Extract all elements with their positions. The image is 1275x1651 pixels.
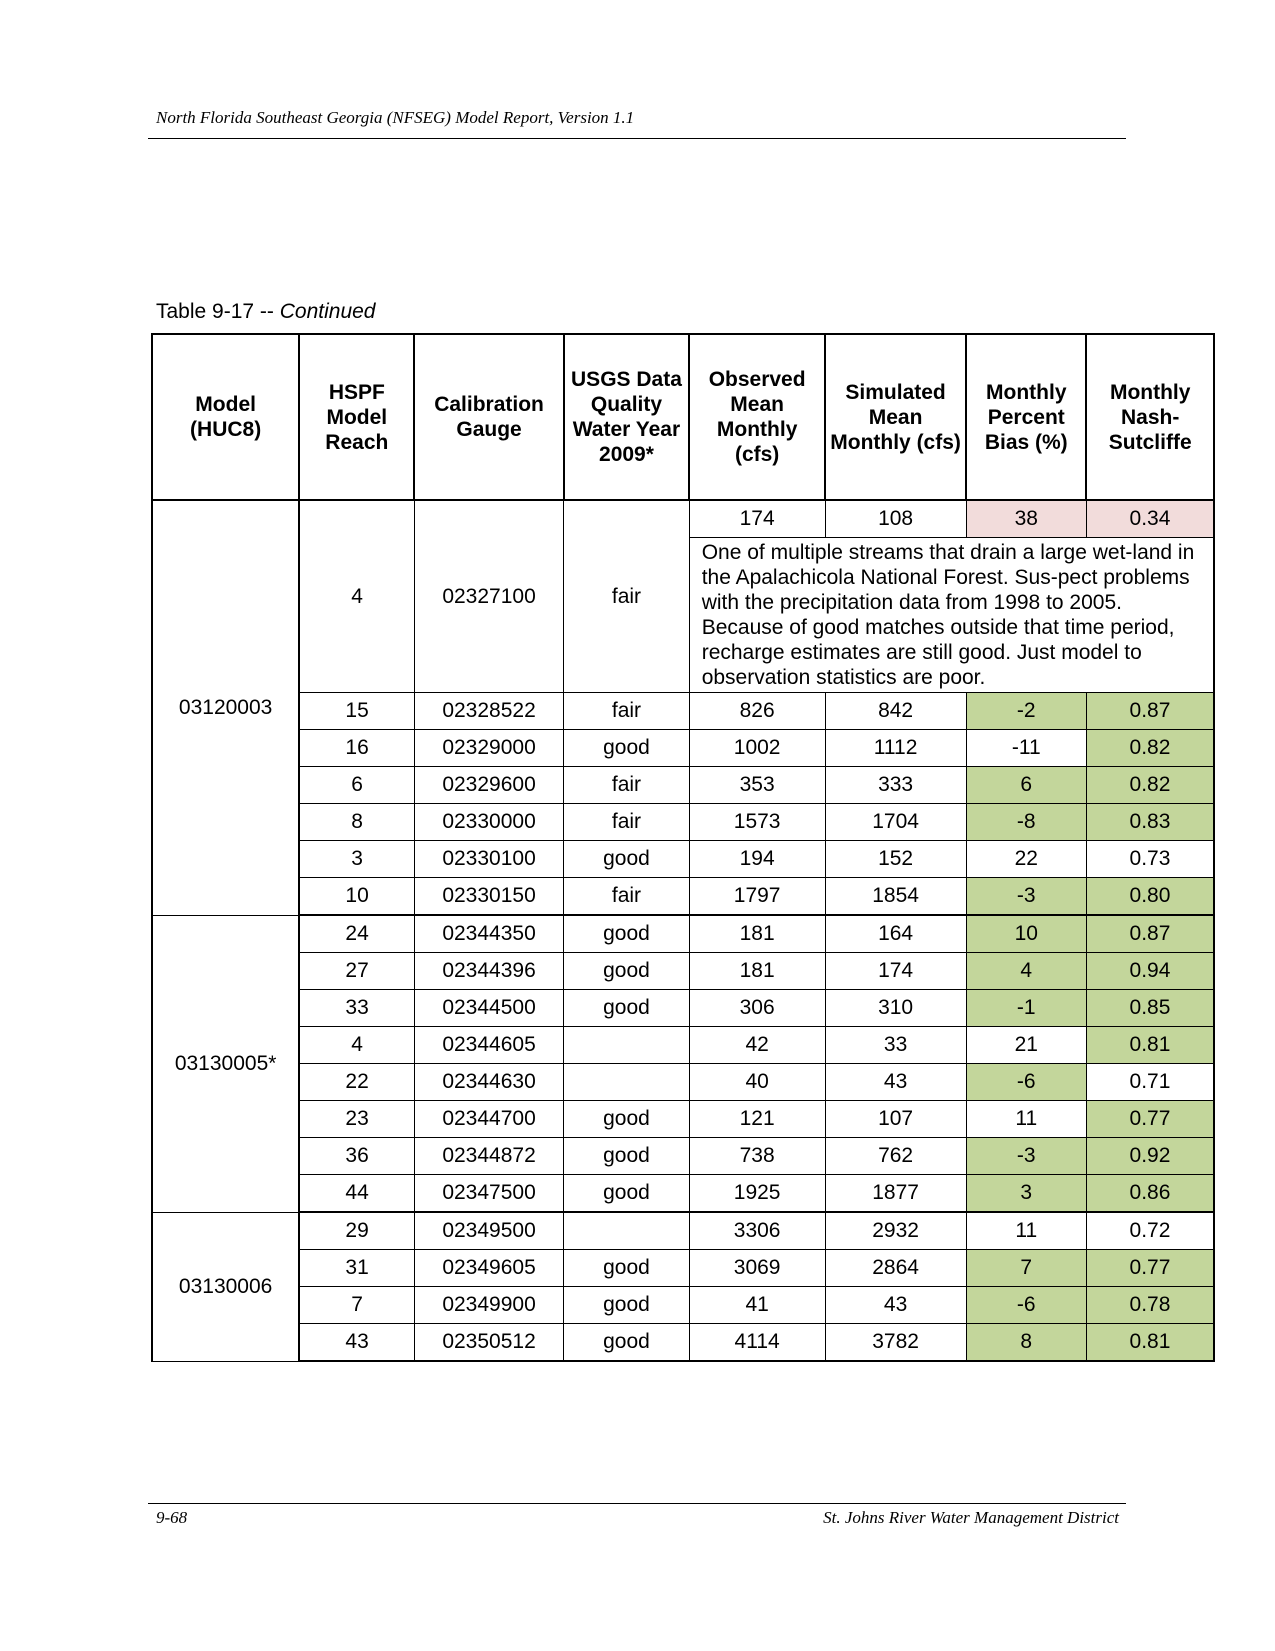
table-row xyxy=(152,1138,1214,1175)
quality-cell: good xyxy=(564,1250,689,1287)
simulated-cell: 762 xyxy=(825,1138,966,1175)
gauge-cell: 02330100 xyxy=(414,841,563,878)
gauge-cell: 02329000 xyxy=(414,730,563,767)
nash-sutcliffe-cell: 0.87 xyxy=(1086,915,1214,953)
reach-cell: 22 xyxy=(299,1064,414,1101)
percent-bias-cell: -1 xyxy=(966,990,1086,1027)
simulated-cell: 2864 xyxy=(825,1250,966,1287)
percent-bias-cell: 7 xyxy=(966,1250,1086,1287)
gauge-cell: 02349605 xyxy=(414,1250,563,1287)
nash-sutcliffe-cell: 0.77 xyxy=(1086,1250,1214,1287)
column-header-data-quality: USGS Data Quality Water Year 2009* xyxy=(564,334,689,500)
reach-cell: 44 xyxy=(299,1175,414,1213)
nash-sutcliffe-cell: 0.87 xyxy=(1086,693,1214,730)
reach-cell: 3 xyxy=(299,841,414,878)
footer-rule xyxy=(148,1503,1126,1504)
gauge-cell: 02344605 xyxy=(414,1027,563,1064)
observed-cell: 181 xyxy=(689,953,825,990)
page-number: 9-68 xyxy=(156,1508,188,1527)
quality-cell: fair xyxy=(564,767,689,804)
column-header-huc8: Model (HUC8) xyxy=(152,334,299,500)
nash-sutcliffe-cell: 0.83 xyxy=(1086,804,1214,841)
percent-bias-cell: 3 xyxy=(966,1175,1086,1213)
table-row xyxy=(152,693,1214,730)
nash-sutcliffe-cell: 0.81 xyxy=(1086,1027,1214,1064)
table-row xyxy=(152,730,1214,767)
quality-cell: good xyxy=(564,730,689,767)
simulated-cell: 174 xyxy=(825,953,966,990)
percent-bias-cell: 10 xyxy=(966,915,1086,953)
percent-bias-cell: -6 xyxy=(966,1287,1086,1324)
running-header: North Florida Southeast Georgia (NFSEG) Model Report, Version 1.1 xyxy=(156,108,635,127)
gauge-cell: 02344500 xyxy=(414,990,563,1027)
quality-cell: fair xyxy=(564,804,689,841)
reach-cell: 24 xyxy=(299,915,414,953)
table-header-row xyxy=(152,334,1214,500)
percent-bias-cell: -11 xyxy=(966,730,1086,767)
quality-cell xyxy=(564,1064,689,1101)
simulated-cell: 43 xyxy=(825,1064,966,1101)
simulated-cell: 1854 xyxy=(825,878,966,916)
table-row xyxy=(152,841,1214,878)
reach-cell: 36 xyxy=(299,1138,414,1175)
gauge-cell: 02347500 xyxy=(414,1175,563,1213)
nash-sutcliffe-cell: 0.73 xyxy=(1086,841,1214,878)
simulated-cell: 333 xyxy=(825,767,966,804)
observed-cell: 353 xyxy=(689,767,825,804)
quality-cell xyxy=(564,1212,689,1250)
observed-cell: 1002 xyxy=(689,730,825,767)
huc-group xyxy=(152,1212,1214,1361)
quality-cell: good xyxy=(564,1324,689,1362)
column-header-reach: HSPF Model Reach xyxy=(299,334,414,500)
observed-cell: 1573 xyxy=(689,804,825,841)
observed-cell: 194 xyxy=(689,841,825,878)
footer-organization: St. Johns River Water Management District xyxy=(823,1508,1119,1527)
table-row xyxy=(152,804,1214,841)
reach-cell: 16 xyxy=(299,730,414,767)
huc8-cell: 03130005* xyxy=(152,915,299,1212)
simulated-cell: 107 xyxy=(825,1101,966,1138)
gauge-cell: 02330000 xyxy=(414,804,563,841)
reach-cell: 6 xyxy=(299,767,414,804)
gauge-cell: 02330150 xyxy=(414,878,563,916)
percent-bias-cell: 22 xyxy=(966,841,1086,878)
reach-cell: 27 xyxy=(299,953,414,990)
percent-bias-cell: -3 xyxy=(966,878,1086,916)
observed-cell: 4114 xyxy=(689,1324,825,1362)
table-row xyxy=(152,1324,1214,1362)
column-header-gauge: Calibration Gauge xyxy=(414,334,563,500)
quality-cell: good xyxy=(564,1138,689,1175)
observed-cell: 738 xyxy=(689,1138,825,1175)
nash-sutcliffe-cell: 0.77 xyxy=(1086,1101,1214,1138)
gauge-cell: 02344396 xyxy=(414,953,563,990)
table-row xyxy=(152,1212,1214,1250)
nash-sutcliffe-cell: 0.86 xyxy=(1086,1175,1214,1213)
reach-cell: 8 xyxy=(299,804,414,841)
reach-cell: 29 xyxy=(299,1212,414,1250)
quality-cell: fair xyxy=(564,693,689,730)
table-row xyxy=(152,500,1214,538)
simulated-cell: 1704 xyxy=(825,804,966,841)
simulated-cell: 1877 xyxy=(825,1175,966,1213)
quality-cell: fair xyxy=(564,500,689,693)
nash-sutcliffe-cell: 0.72 xyxy=(1086,1212,1214,1250)
gauge-cell: 02344630 xyxy=(414,1064,563,1101)
simulated-cell: 152 xyxy=(825,841,966,878)
nash-sutcliffe-cell: 0.80 xyxy=(1086,878,1214,916)
gauge-cell: 02327100 xyxy=(414,500,563,693)
observed-cell: 3069 xyxy=(689,1250,825,1287)
percent-bias-cell: 11 xyxy=(966,1212,1086,1250)
simulated-cell: 164 xyxy=(825,915,966,953)
nash-sutcliffe-cell: 0.81 xyxy=(1086,1324,1214,1362)
table-row xyxy=(152,990,1214,1027)
table-caption-continued: Continued xyxy=(279,300,376,323)
nash-sutcliffe-cell: 0.34 xyxy=(1086,500,1214,538)
simulated-cell: 43 xyxy=(825,1287,966,1324)
table-row xyxy=(152,1101,1214,1138)
percent-bias-cell: 11 xyxy=(966,1101,1086,1138)
gauge-cell: 02350512 xyxy=(414,1324,563,1362)
table-row xyxy=(152,767,1214,804)
table-row xyxy=(152,1287,1214,1324)
observed-cell: 306 xyxy=(689,990,825,1027)
calibration-note: One of multiple streams that drain a large wet-land in the Apalachicola National Forest. Sus-pect problems with the precipitation data from 1998 to 2005. Because of good matches outside that time period, recharge estimates are still good. Just model to observation statistics are poor. xyxy=(689,538,1214,693)
table-row xyxy=(152,878,1214,916)
reach-cell: 31 xyxy=(299,1250,414,1287)
quality-cell: good xyxy=(564,841,689,878)
reach-cell: 43 xyxy=(299,1324,414,1362)
table-row xyxy=(152,1064,1214,1101)
nash-sutcliffe-cell: 0.94 xyxy=(1086,953,1214,990)
table-row xyxy=(152,953,1214,990)
gauge-cell: 02329600 xyxy=(414,767,563,804)
nash-sutcliffe-cell: 0.92 xyxy=(1086,1138,1214,1175)
table-row xyxy=(152,1027,1214,1064)
simulated-cell: 108 xyxy=(825,500,966,538)
simulated-cell: 3782 xyxy=(825,1324,966,1362)
reach-cell: 33 xyxy=(299,990,414,1027)
nash-sutcliffe-cell: 0.71 xyxy=(1086,1064,1214,1101)
observed-cell: 181 xyxy=(689,915,825,953)
observed-cell: 826 xyxy=(689,693,825,730)
quality-cell xyxy=(564,1027,689,1064)
table-row xyxy=(152,915,1214,953)
observed-cell: 40 xyxy=(689,1064,825,1101)
table-row xyxy=(152,1250,1214,1287)
column-header-percent-bias: Monthly Percent Bias (%) xyxy=(966,334,1086,500)
column-header-simulated: Simulated Mean Monthly (cfs) xyxy=(825,334,966,500)
table-caption-prefix: Table 9-17 -- xyxy=(156,300,280,323)
calibration-table xyxy=(151,333,1215,1362)
observed-cell: 1797 xyxy=(689,878,825,916)
reach-cell: 15 xyxy=(299,693,414,730)
nash-sutcliffe-cell: 0.78 xyxy=(1086,1287,1214,1324)
percent-bias-cell: 21 xyxy=(966,1027,1086,1064)
reach-cell: 10 xyxy=(299,878,414,916)
gauge-cell: 02344350 xyxy=(414,915,563,953)
quality-cell: good xyxy=(564,1287,689,1324)
column-header-nash-sutcliffe: Monthly Nash-Sutcliffe xyxy=(1086,334,1214,500)
quality-cell: fair xyxy=(564,878,689,916)
quality-cell: good xyxy=(564,990,689,1027)
reach-cell: 23 xyxy=(299,1101,414,1138)
gauge-cell: 02344872 xyxy=(414,1138,563,1175)
quality-cell: good xyxy=(564,915,689,953)
table-row xyxy=(152,1175,1214,1213)
quality-cell: good xyxy=(564,953,689,990)
gauge-cell: 02344700 xyxy=(414,1101,563,1138)
percent-bias-cell: -6 xyxy=(966,1064,1086,1101)
observed-cell: 3306 xyxy=(689,1212,825,1250)
percent-bias-cell: 4 xyxy=(966,953,1086,990)
percent-bias-cell: 38 xyxy=(966,500,1086,538)
header-rule xyxy=(148,138,1126,139)
simulated-cell: 2932 xyxy=(825,1212,966,1250)
huc-group xyxy=(152,915,1214,1212)
simulated-cell: 842 xyxy=(825,693,966,730)
table-caption xyxy=(156,300,375,324)
percent-bias-cell: -3 xyxy=(966,1138,1086,1175)
nash-sutcliffe-cell: 0.82 xyxy=(1086,767,1214,804)
quality-cell: good xyxy=(564,1175,689,1213)
nash-sutcliffe-cell: 0.82 xyxy=(1086,730,1214,767)
observed-cell: 1925 xyxy=(689,1175,825,1213)
simulated-cell: 33 xyxy=(825,1027,966,1064)
reach-cell: 7 xyxy=(299,1287,414,1324)
reach-cell: 4 xyxy=(299,1027,414,1064)
reach-cell: 4 xyxy=(299,500,414,693)
huc8-cell: 03120003 xyxy=(152,500,299,915)
percent-bias-cell: -8 xyxy=(966,804,1086,841)
quality-cell: good xyxy=(564,1101,689,1138)
column-header-observed: Observed Mean Monthly (cfs) xyxy=(689,334,825,500)
percent-bias-cell: -2 xyxy=(966,693,1086,730)
observed-cell: 121 xyxy=(689,1101,825,1138)
simulated-cell: 310 xyxy=(825,990,966,1027)
huc-group xyxy=(152,500,1214,915)
huc8-cell: 03130006 xyxy=(152,1212,299,1361)
nash-sutcliffe-cell: 0.85 xyxy=(1086,990,1214,1027)
simulated-cell: 1112 xyxy=(825,730,966,767)
observed-cell: 41 xyxy=(689,1287,825,1324)
gauge-cell: 02349500 xyxy=(414,1212,563,1250)
gauge-cell: 02328522 xyxy=(414,693,563,730)
observed-cell: 174 xyxy=(689,500,825,538)
percent-bias-cell: 6 xyxy=(966,767,1086,804)
observed-cell: 42 xyxy=(689,1027,825,1064)
percent-bias-cell: 8 xyxy=(966,1324,1086,1362)
gauge-cell: 02349900 xyxy=(414,1287,563,1324)
